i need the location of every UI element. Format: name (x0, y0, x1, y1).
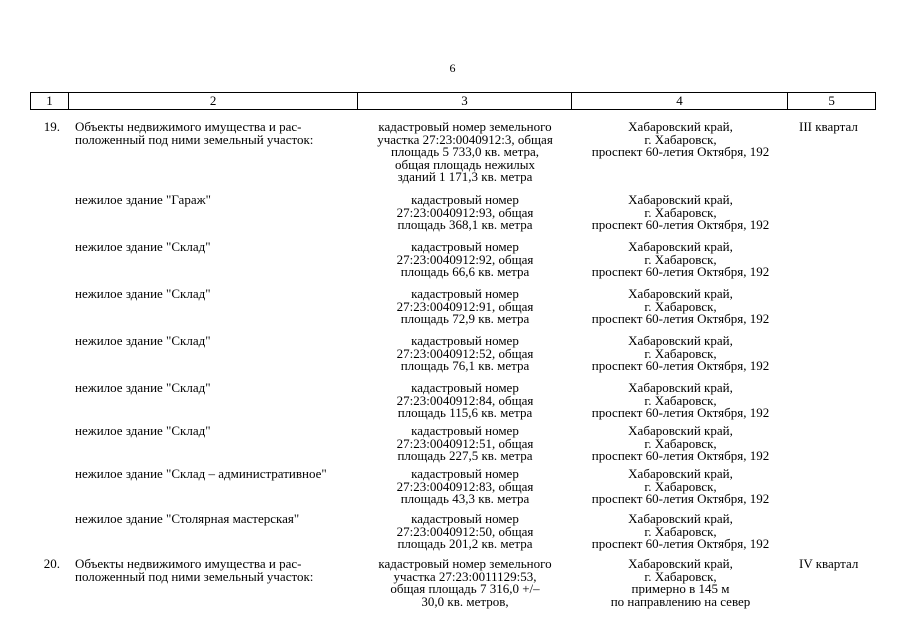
object-characteristics-line: общая площадь нежилых (394, 156, 536, 172)
table-row (30, 468, 876, 513)
object-name-line: положенный под ними земельный участок: (75, 131, 314, 147)
privatization-term (789, 335, 876, 382)
object-characteristics-line: площадь 72,9 кв. метра (400, 311, 530, 326)
object-address-line: по направлению на север (610, 593, 751, 609)
object-address-line: г. Хабаровск, (644, 435, 717, 451)
table-row (30, 425, 876, 468)
object-address-line: проспект 60-летия Октября, 192 (591, 448, 770, 463)
object-name (68, 558, 358, 628)
privatization-term (789, 288, 876, 335)
object-characteristics-line: площадь 368,1 кв. метра (397, 217, 533, 232)
object-name (68, 425, 358, 468)
object-characteristics-line: площадь 115,6 кв. метра (397, 405, 533, 420)
object-characteristics-line: площадь 227,5 кв. метра (397, 448, 533, 463)
header-col-3: 3 (358, 93, 572, 109)
object-characteristics-line: кадастровый номер (411, 466, 519, 481)
object-characteristics-line: кадастровый номер (411, 239, 519, 254)
object-address-line: Хабаровский край, (628, 423, 733, 438)
object-characteristics-line: площадь 43,3 кв. метра (400, 491, 530, 506)
row-number (30, 241, 68, 288)
object-characteristics-line: площадь 76,1 кв. метра (400, 358, 530, 373)
object-name (68, 468, 358, 513)
privatization-term (789, 425, 876, 468)
object-characteristics (358, 382, 572, 425)
privatization-term (789, 194, 876, 241)
object-characteristics (358, 335, 572, 382)
object-address (572, 513, 789, 558)
object-address-line: г. Хабаровск, (644, 345, 717, 361)
object-address-line: Хабаровский край, (628, 333, 733, 348)
object-address-line: г. Хабаровск, (644, 478, 717, 494)
row-number (30, 194, 68, 241)
object-address-line: Хабаровский край, (628, 380, 733, 395)
object-characteristics-line: площадь 201,2 кв. метра (397, 536, 533, 551)
object-characteristics (358, 194, 572, 241)
object-name (68, 382, 358, 425)
object-address-line: Хабаровский край, (628, 511, 733, 526)
object-name-line: Объекты недвижимого имущества и рас- (75, 119, 302, 134)
privatization-term (789, 468, 876, 513)
table-row (30, 194, 876, 241)
object-address (572, 288, 789, 335)
table-row (30, 121, 876, 194)
object-address-line: г. Хабаровск, (644, 204, 717, 220)
object-name-line: Объекты недвижимого имущества и рас- (75, 556, 302, 571)
object-address (572, 468, 789, 513)
object-address-line: г. Хабаровск, (644, 298, 717, 314)
object-characteristics-line: 27:23:0040912:51, общая (396, 435, 534, 451)
privatization-term (789, 382, 876, 425)
object-address-line: г. Хабаровск, (644, 251, 717, 267)
privatization-term: IV квартал (799, 556, 859, 571)
table-row (30, 513, 876, 558)
object-name (68, 241, 358, 288)
object-name (68, 513, 358, 558)
object-characteristics-line: кадастровый номер (411, 192, 519, 207)
object-address-line: Хабаровский край, (628, 286, 733, 301)
header-col-1: 1 (31, 93, 69, 109)
object-name-line: нежилое здание "Склад" (75, 239, 211, 254)
object-characteristics (358, 425, 572, 468)
object-name-line: нежилое здание "Склад – административное" (75, 466, 327, 481)
object-address-line: г. Хабаровск, (644, 523, 717, 539)
object-address-line: проспект 60-летия Октября, 192 (591, 405, 770, 420)
object-address-line: Хабаровский край, (628, 192, 733, 207)
object-address-line: Хабаровский край, (628, 466, 733, 481)
row-number (30, 468, 68, 513)
object-address-line: проспект 60-летия Октября, 192 (591, 358, 770, 373)
object-characteristics-line: кадастровый номер земельного (378, 556, 552, 571)
row-number (30, 382, 68, 425)
object-characteristics (358, 558, 572, 628)
object-address (572, 558, 789, 628)
object-address-line: проспект 60-летия Октября, 192 (591, 217, 770, 232)
row-number (30, 288, 68, 335)
object-characteristics-line: 27:23:0040912:52, общая (396, 345, 534, 361)
row-number: 19. (43, 119, 60, 134)
object-characteristics-line: площадь 5 733,0 кв. метра, (390, 144, 540, 159)
header-col-5: 5 (828, 93, 835, 108)
privatization-term (789, 513, 876, 558)
object-characteristics-line: 30,0 кв. метров, (421, 593, 509, 609)
object-address-line: г. Хабаровск, (644, 568, 717, 584)
table-body (30, 121, 876, 628)
object-name-line: нежилое здание "Столярная мастерская" (75, 511, 300, 526)
object-characteristics (358, 288, 572, 335)
object-characteristics-line: 27:23:0040912:93, общая (396, 204, 534, 220)
object-characteristics-line: 27:23:0040912:83, общая (396, 478, 534, 494)
object-characteristics-line: кадастровый номер (411, 286, 519, 301)
object-address (572, 121, 789, 194)
object-characteristics-line: площадь 66,6 кв. метра (400, 264, 530, 279)
table-row (30, 382, 876, 425)
object-address-line: Хабаровский край, (628, 556, 733, 571)
object-name-line: нежилое здание "Склад" (75, 286, 211, 301)
object-name (68, 335, 358, 382)
object-characteristics-line: участка 27:23:0040912:3, общая (377, 131, 553, 147)
table-row (30, 558, 876, 628)
object-characteristics-line: общая площадь 7 316,0 +/– (390, 581, 540, 596)
object-name (68, 288, 358, 335)
object-address-line: проспект 60-летия Октября, 192 (591, 264, 770, 279)
table-row (30, 288, 876, 335)
object-characteristics-line: зданий 1 171,3 кв. метра (397, 169, 533, 184)
object-address-line: проспект 60-летия Октября, 192 (591, 144, 770, 159)
object-characteristics-line: кадастровый номер (411, 511, 519, 526)
object-characteristics-line: участка 27:23:0011129:53, (393, 568, 537, 584)
object-address-line: Хабаровский край, (628, 119, 733, 134)
object-characteristics-line: 27:23:0040912:50, общая (396, 523, 534, 539)
page-number: 6 (449, 61, 456, 75)
object-characteristics (358, 513, 572, 558)
object-characteristics-line: кадастровый номер (411, 423, 519, 438)
object-characteristics (358, 241, 572, 288)
object-characteristics-line: 27:23:0040912:92, общая (396, 251, 534, 267)
object-address-line: г. Хабаровск, (644, 392, 717, 408)
table-row (30, 241, 876, 288)
object-address (572, 382, 789, 425)
object-address-line: проспект 60-летия Октября, 192 (591, 491, 770, 506)
object-address (572, 335, 789, 382)
object-address-line: г. Хабаровск, (644, 131, 717, 147)
object-address-line: примерно в 145 м (631, 581, 730, 596)
privatization-term: III квартал (799, 119, 858, 134)
object-name-line: нежилое здание "Склад" (75, 333, 211, 348)
object-characteristics-line: 27:23:0040912:84, общая (396, 392, 534, 408)
object-characteristics-line: кадастровый номер (411, 380, 519, 395)
header-col-2: 2 (69, 93, 358, 109)
object-address (572, 425, 789, 468)
row-number (30, 335, 68, 382)
object-characteristics-line: кадастровый номер земельного (378, 119, 552, 134)
object-characteristics (358, 121, 572, 194)
object-characteristics-line: 27:23:0040912:91, общая (396, 298, 534, 314)
table-row (30, 335, 876, 382)
object-name-line: положенный под ними земельный участок: (75, 568, 314, 584)
header-col-4: 4 (572, 93, 788, 109)
object-address (572, 241, 789, 288)
object-characteristics (358, 468, 572, 513)
privatization-term (789, 241, 876, 288)
object-address-line: проспект 60-летия Октября, 192 (591, 311, 770, 326)
row-number: 20. (43, 556, 60, 571)
object-address-line: Хабаровский край, (628, 239, 733, 254)
object-name-line: нежилое здание "Гараж" (75, 192, 211, 207)
object-address-line: проспект 60-летия Октября, 192 (591, 536, 770, 551)
object-name (68, 121, 358, 194)
row-number (30, 513, 68, 558)
object-characteristics-line: кадастровый номер (411, 333, 519, 348)
object-name-line: нежилое здание "Склад" (75, 380, 211, 395)
row-number (30, 425, 68, 468)
table-header (30, 92, 876, 110)
object-name (68, 194, 358, 241)
object-address (572, 194, 789, 241)
object-name-line: нежилое здание "Склад" (75, 423, 211, 438)
